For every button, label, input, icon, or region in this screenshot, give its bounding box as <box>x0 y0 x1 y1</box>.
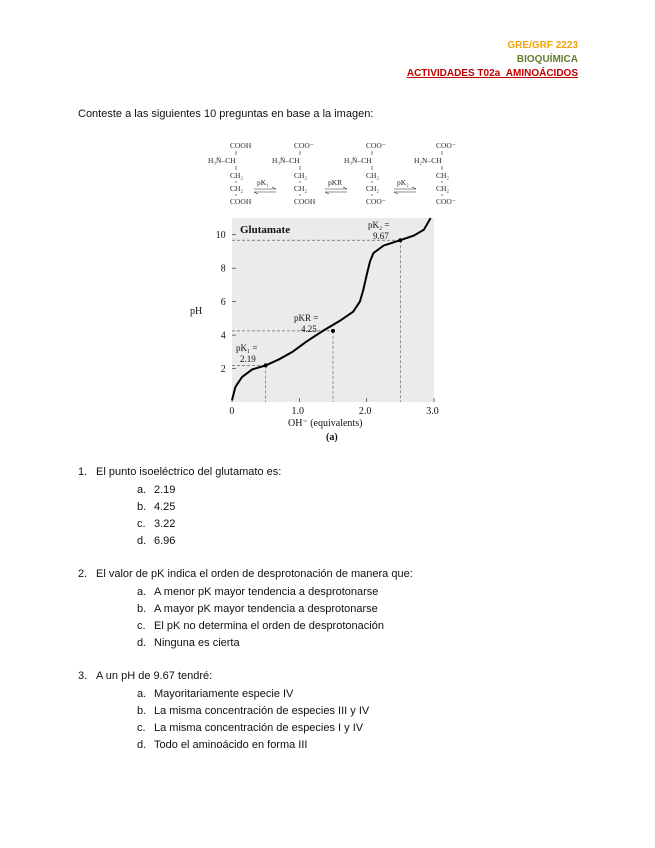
question-3-text: A un pH de 9.67 tendré: <box>96 670 213 682</box>
arrow-pk2 <box>394 178 416 194</box>
course-code: GRE/GRF 2223 <box>507 40 578 51</box>
option-text: 2.19 <box>154 484 176 496</box>
option-text: Ninguna es cierta <box>154 637 240 649</box>
y-tick-label: 10 <box>215 230 226 242</box>
species-2-c2: CH₂ <box>294 184 308 193</box>
option-letter: c. <box>137 722 146 734</box>
species-2-c1: CH₂ <box>294 171 308 180</box>
question-2-text: El valor de pK indica el orden de desprotonación de manera que: <box>96 568 413 580</box>
question-1-text: El punto isoeléctrico del glutamato es: <box>96 466 282 478</box>
chart-title: Glutamate <box>240 224 291 236</box>
species-1-c1: CH₂ <box>230 171 244 180</box>
option-text: Mayoritariamente especie IV <box>154 688 294 700</box>
option-text: 6.96 <box>154 535 176 547</box>
option-1d <box>137 533 175 550</box>
question-2 <box>78 568 413 580</box>
point-pKR <box>331 329 335 333</box>
arrow-pk1 <box>254 178 276 194</box>
option-text: A menor pK mayor tendencia a desprotonarse <box>154 586 379 598</box>
option-letter: b. <box>137 501 147 513</box>
option-2a <box>137 584 384 601</box>
subject-title: BIOQUÍMICA <box>516 54 578 65</box>
species-1-c2: CH₂ <box>230 184 244 193</box>
species-3-c1: CH₂ <box>366 171 380 180</box>
question-3 <box>78 670 212 682</box>
option-3d <box>137 737 369 754</box>
question-3-options <box>137 686 369 754</box>
option-letter: d. <box>137 637 147 649</box>
pkr-annotation-value: 4.25 <box>301 324 317 334</box>
option-letter: b. <box>137 603 147 615</box>
option-text: 4.25 <box>154 501 176 513</box>
species-1-bottom: COOH <box>230 197 252 206</box>
y-tick-label: 4 <box>220 330 226 342</box>
option-letter: c. <box>137 620 146 632</box>
question-3-number: 3. <box>78 670 88 682</box>
option-2b <box>137 601 384 618</box>
species-1 <box>208 141 252 206</box>
question-1-number: 1. <box>78 466 88 478</box>
species-2-bottom: COOH <box>294 197 316 206</box>
y-tick-label: 2 <box>220 364 226 376</box>
option-text: La misma concentración de especies I y IV <box>154 722 364 734</box>
option-3b <box>137 703 369 720</box>
point-pK2 <box>398 238 402 242</box>
arrow-pk1-label: pK₁ <box>257 178 269 187</box>
species-2-amine: H₃N̈–CH <box>272 156 300 165</box>
option-letter: c. <box>137 518 146 530</box>
pk2-annotation-label: pK₂ = <box>368 220 390 230</box>
option-2c <box>137 618 384 635</box>
option-letter: b. <box>137 705 147 717</box>
option-3c <box>137 720 369 737</box>
question-1-options <box>137 482 175 550</box>
species-4-top: COO⁻ <box>436 141 456 150</box>
species-4 <box>414 141 456 206</box>
equilibrium-arrows <box>254 178 416 194</box>
option-letter: a. <box>137 688 147 700</box>
species-1-top: COOH <box>230 141 252 150</box>
option-text: La misma concentración de especies III y IV <box>154 705 370 717</box>
question-1 <box>78 466 281 478</box>
option-letter: d. <box>137 739 147 751</box>
y-tick-label: 8 <box>220 263 226 275</box>
arrow-pkr <box>325 178 347 194</box>
pk1-annotation-label: pK₁ = <box>236 343 258 353</box>
arrow-pkr-label: pKR <box>328 178 343 187</box>
question-2-options <box>137 584 384 652</box>
species-4-bottom: COO⁻ <box>436 197 456 206</box>
y-axis-label: pH <box>190 306 203 317</box>
pkr-annotation-label: pKR = <box>294 313 319 323</box>
option-3a <box>137 686 369 703</box>
species-structures <box>208 141 456 206</box>
pk1-annotation-value: 2.19 <box>240 354 256 364</box>
point-pK1 <box>264 363 268 367</box>
titration-figure-svg <box>190 136 465 451</box>
option-letter: d. <box>137 535 147 547</box>
x-tick-label: 3.0 <box>426 406 439 417</box>
option-letter: a. <box>137 586 147 598</box>
panel-label: (a) <box>326 432 338 443</box>
option-text: El pK no determina el orden de desprotonación <box>154 620 384 632</box>
intro-text: Conteste a las siguientes 10 preguntas en base a la imagen: <box>78 108 374 120</box>
x-tick-label: 2.0 <box>358 406 372 417</box>
option-1c <box>137 516 175 533</box>
option-1b <box>137 499 175 516</box>
species-3-bottom: COO⁻ <box>366 197 386 206</box>
species-4-c2: CH₂ <box>436 184 450 193</box>
document-header <box>407 39 578 81</box>
option-2d <box>137 635 384 652</box>
option-text: 3.22 <box>154 518 176 530</box>
option-letter: a. <box>137 484 147 496</box>
option-text: A mayor pK mayor tendencia a desprotonarse <box>154 603 378 615</box>
species-3 <box>344 141 386 206</box>
species-2 <box>272 141 316 206</box>
species-3-top: COO⁻ <box>366 141 386 150</box>
glutamate-figure <box>190 136 465 451</box>
plot-background <box>232 218 434 402</box>
pk2-annotation-value: 9.67 <box>373 231 389 241</box>
option-1a <box>137 482 175 499</box>
y-tick-label: 6 <box>220 297 226 309</box>
species-4-amine: H₂N–CH <box>414 156 442 165</box>
x-tick-label: 1.0 <box>291 406 305 417</box>
arrow-pk2-label: pK₂ <box>397 178 409 187</box>
question-2-number: 2. <box>78 568 88 580</box>
species-4-c1: CH₂ <box>436 171 450 180</box>
species-1-amine: H₃N̈–CH <box>208 156 236 165</box>
option-text: Todo el aminoácido en forma III <box>154 739 308 751</box>
x-tick-label: 0 <box>229 406 235 417</box>
activity-title: ACTIVIDADES T02a_AMINOÁCIDOS <box>406 68 578 79</box>
species-2-top: COO⁻ <box>294 141 314 150</box>
species-3-c2: CH₂ <box>366 184 380 193</box>
x-axis-label: OH⁻ (equivalents) <box>288 418 363 429</box>
species-3-amine: H₃N̈–CH <box>344 156 372 165</box>
